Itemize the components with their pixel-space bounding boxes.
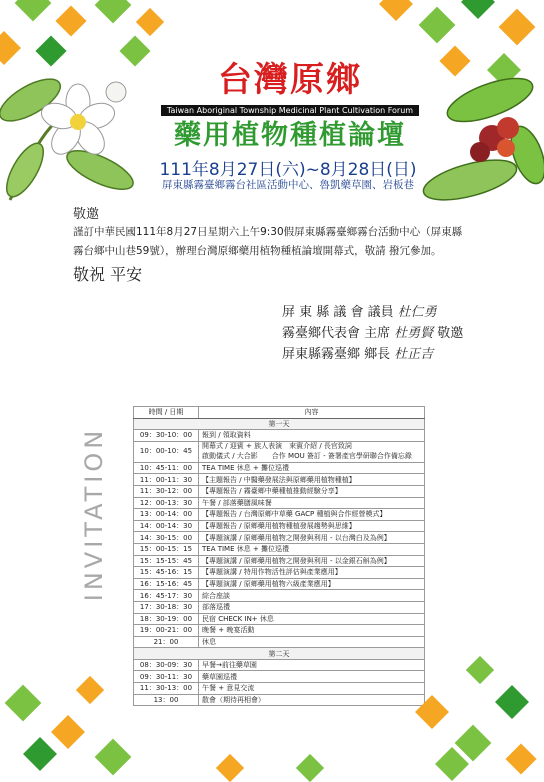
row-content: 部落巡禮: [199, 601, 425, 613]
side-label: INVITATION: [80, 426, 108, 602]
table-header-row: [134, 407, 425, 419]
row-content: 【專題演講 / 特用作物活性評估與產業應用】: [199, 567, 425, 579]
table-row: [134, 613, 425, 625]
row-content: 開幕式 / 迎賓 + 族人表演 來賓介紹 / 長官致詞 啟動儀式 / 大合影 合作 MOU 簽訂 - 簽署產官學研聯合作備忘錄: [199, 441, 425, 462]
table-row: [134, 441, 425, 462]
header-time: 時間 / 日期: [134, 407, 199, 419]
table-row: [134, 601, 425, 613]
signer-row: [282, 344, 463, 365]
row-time: 11：30-13：00: [134, 683, 199, 695]
row-content: 報到 / 領取資料: [199, 430, 425, 442]
invitation-body: 謹訂中華民國111年8月27日星期六上午9:30假屏東縣霧臺鄉霧台活動中心（屏東縣霧台鄉中山巷59號），辦理台灣原鄉藥用植物種植論壇開幕式，敬請 撥冗參加。: [73, 226, 463, 257]
regards: 敬祝 平安: [73, 265, 143, 284]
row-content: 休息: [199, 636, 425, 648]
english-title: Taiwan Aboriginal Township Medicinal Plant Cultivation Forum: [161, 105, 419, 116]
day-label: 第二天: [134, 648, 425, 660]
signer-suffix: 敬邀: [437, 326, 464, 341]
invitation-heading: 敬邀: [73, 207, 100, 222]
row-content: 【專題演講 / 原鄉藥用植物之開發與利用 - 以台灣白及為例】: [199, 532, 425, 544]
row-time: 09：30-11：30: [134, 671, 199, 683]
row-content: 【主題報告 / 中醫藥發展法與原鄉藥用植物種植】: [199, 474, 425, 486]
row-time: 19：00-21：00: [134, 625, 199, 637]
row-time: 15：15-15：45: [134, 555, 199, 567]
row-time: 10：00-10：45: [134, 441, 199, 462]
row-time: 11：30-12：00: [134, 485, 199, 497]
signer-title: 屏 東 縣 議 會 議員: [282, 305, 394, 320]
table-row: [134, 567, 425, 579]
row-content: 【專題演講 / 原鄉藥用植物六級產業應用】: [199, 578, 425, 590]
row-content: 午餐 / 部落藥膳風味餐: [199, 497, 425, 509]
row-time: 16：15-16：45: [134, 578, 199, 590]
signers: [282, 302, 463, 365]
row-time: 15：45-16：15: [134, 567, 199, 579]
bottom-tiles: [0, 640, 544, 768]
event-venue: 屏東縣霧臺鄉霧台社區活動中心、魯凱藥草園、岩板巷: [162, 179, 414, 191]
signature: 杜勇賢: [394, 326, 434, 341]
header: [150, 62, 430, 153]
table-row: [134, 578, 425, 590]
row-content: 【專題報告 / 原鄉藥用植物種植發展趨勢與思維】: [199, 520, 425, 532]
row-time: 13：00-14：00: [134, 509, 199, 521]
table-row: [134, 497, 425, 509]
row-time: 11：00-11：30: [134, 474, 199, 486]
row-time: 08：30-09：30: [134, 659, 199, 671]
title-line2: 藥用植物種植論壇: [174, 120, 406, 151]
table-row: [134, 555, 425, 567]
signature: 杜仁勇: [397, 305, 437, 320]
row-time: 17：30-18：30: [134, 601, 199, 613]
signature: 杜正吉: [394, 347, 434, 362]
row-time: 18：30-19：00: [134, 613, 199, 625]
table-row: [134, 625, 425, 637]
signer-title: 屏東縣霧臺鄉 鄉長: [282, 347, 391, 362]
row-time: 12：00-13：30: [134, 497, 199, 509]
row-content: 早餐→前往藥草園: [199, 659, 425, 671]
row-content: TEA TIME 休息 + 攤位巡禮: [199, 543, 425, 555]
header-content: 內容: [199, 407, 425, 419]
table-row: [134, 543, 425, 555]
row-content: 散會（期待再相會）: [199, 694, 425, 706]
table-row: [134, 532, 425, 544]
row-time: 14：30-15：00: [134, 532, 199, 544]
row-content: 午餐 + 意見交流: [199, 683, 425, 695]
row-content: 【專題報告 / 台灣原鄉中草藥 GACP 種植與合作經營模式】: [199, 509, 425, 521]
table-row: [134, 520, 425, 532]
table-row: [134, 485, 425, 497]
row-time: 16：45-17：30: [134, 590, 199, 602]
event-date: 111年8月27日(六)~8月28日(日): [159, 160, 417, 180]
table-row: [134, 509, 425, 521]
table-row: [134, 430, 425, 442]
row-time: 10：45-11：00: [134, 462, 199, 474]
row-content: 【專題報告 / 霧臺鄉中藥種植推動經驗分享】: [199, 485, 425, 497]
day-label: 第一天: [134, 418, 425, 430]
row-content: 藥草園巡禮: [199, 671, 425, 683]
table-row: [134, 474, 425, 486]
signer-row: [282, 323, 463, 344]
row-time: 21：00: [134, 636, 199, 648]
row-time: 14：00-14：30: [134, 520, 199, 532]
row-content: 民宿 CHECK IN+ 休息: [199, 613, 425, 625]
day-divider-row: [134, 418, 425, 430]
row-content: 【專題演講 / 原鄉藥用植物之開發與利用 - 以金銀石斛為例】: [199, 555, 425, 567]
flower-illustration: [0, 40, 150, 210]
row-content: 晚餐 + 晚宴活動: [199, 625, 425, 637]
table-row: [134, 462, 425, 474]
table-row: [134, 590, 425, 602]
title-line1: 台灣原鄉: [218, 60, 362, 100]
signer-row: [282, 302, 463, 323]
side-label-container: [74, 420, 114, 600]
row-content: TEA TIME 休息 + 攤位巡禮: [199, 462, 425, 474]
row-time: 09：30-10：00: [134, 430, 199, 442]
row-content: 綜合座談: [199, 590, 425, 602]
row-time: 15：00-15：15: [134, 543, 199, 555]
signer-title: 霧臺鄉代表會 主席: [282, 326, 391, 341]
row-time: 13：00: [134, 694, 199, 706]
